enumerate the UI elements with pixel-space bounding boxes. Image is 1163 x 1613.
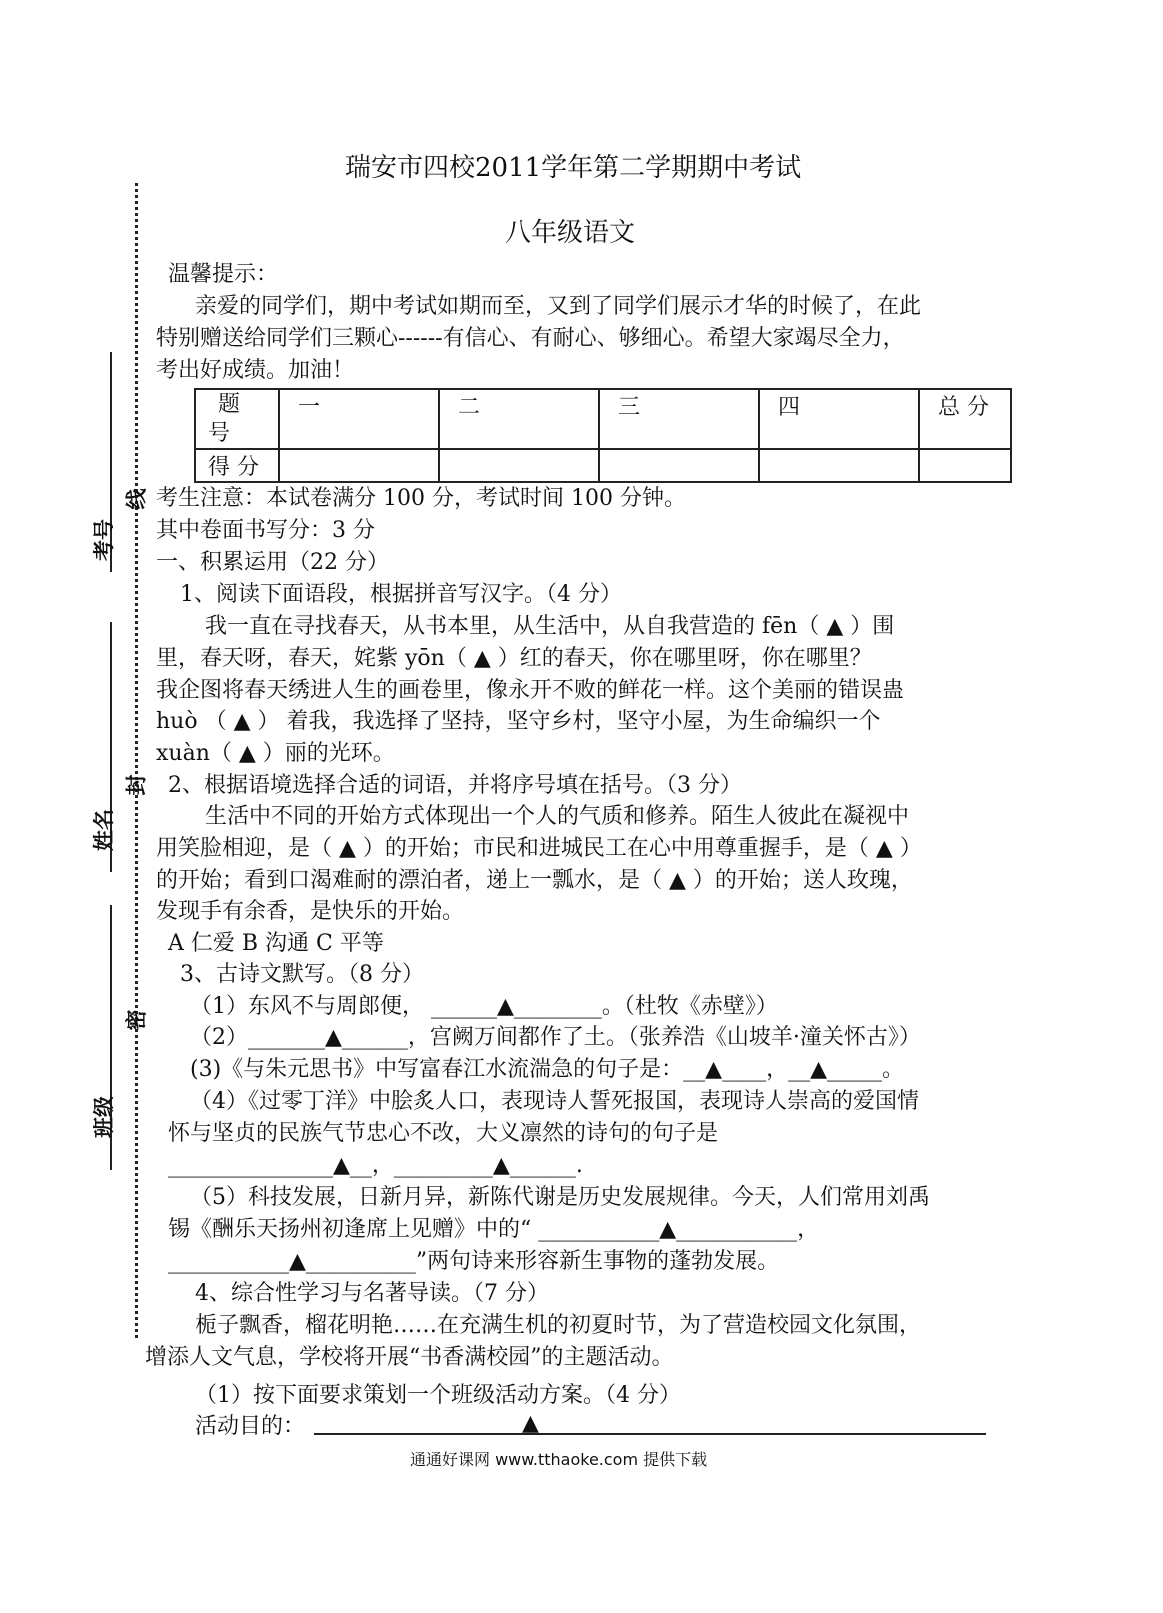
q1-line-5: xuàn（ ▲ ）丽的光环。 xyxy=(156,741,395,766)
label-mi: 密 xyxy=(123,1009,149,1031)
q3-item-5b: 锡《酬乐天扬州初逢席上见赠》中的“ ___________▲___________， xyxy=(168,1217,820,1242)
q4-title: 4、综合性学习与名著导读。（7 分） xyxy=(195,1281,549,1306)
label-xian: 线 xyxy=(123,488,149,510)
score-head-cell xyxy=(195,389,279,449)
answer-marker: ▲ xyxy=(522,1411,539,1436)
q3-item-4b: 怀与坚贞的民族气节忠心不改，大义凛然的诗句的句子是 xyxy=(168,1121,719,1146)
q3-item-2: （2）_______▲______，宫阙万间都作了土。（张养浩《山坡羊·潼关怀古》） xyxy=(190,1025,921,1050)
q3-item-5a: （5）科技发展，日新月异，新陈代谢是历史发展规律。今天，人们常用刘禹 xyxy=(190,1185,930,1210)
q3-item-5c: ___________▲__________”两句诗来形容新生事物的蓬勃发展。 xyxy=(168,1249,780,1274)
label-xingming: 姓名 xyxy=(91,809,116,851)
binding-dotted-line xyxy=(135,183,138,1338)
col-2: 二 xyxy=(439,389,599,449)
q4-line-1: 栀子飘香，榴花明艳……在充满生机的初夏时节，为了营造校园文化氛围， xyxy=(195,1313,922,1338)
col-1: 一 xyxy=(279,389,439,449)
note-1: 考生注意：本试卷满分 100 分，考试时间 100 分钟。 xyxy=(156,486,686,511)
q2-line-3: 的开始；看到口渴难耐的漂泊者，递上一瓢水，是（ ▲ ）的开始；送人玫瑰， xyxy=(156,868,913,893)
q2-title: 2、根据语境选择合适的词语，并将序号填在括号。（3 分） xyxy=(168,773,742,798)
q3-item-3: (3)《与朱元思书》中写富春江水流湍急的句子是：__▲____，__▲_____。 xyxy=(190,1057,905,1082)
intro-heading: 温馨提示： xyxy=(168,262,279,287)
score-cell-1 xyxy=(279,449,439,482)
q1-line-3: 我企图将春天绣进人生的画卷里，像永开不败的鲜花一样。这个美丽的错误蛊 xyxy=(156,678,905,703)
row-score-head: 得 分 xyxy=(195,449,279,482)
score-cell-4 xyxy=(759,449,919,482)
score-cell-2 xyxy=(439,449,599,482)
q2-line-4: 发现手有余香，是快乐的开始。 xyxy=(156,899,465,924)
activity-purpose-label: 活动目的： xyxy=(195,1414,306,1439)
q3-title: 3、古诗文默写。（8 分） xyxy=(180,962,424,987)
q1-line-2: 里，春天呀，春天，姹紫 yōn（ ▲ ）红的春天，你在哪里呀，你在哪里？ xyxy=(156,646,872,671)
q2-line-2: 用笑脸相迎，是（ ▲ ）的开始；市民和进城民工在心中用尊重握手，是（ ▲ ） xyxy=(156,836,922,861)
q1-title: 1、阅读下面语段，根据拼音写汉字。（4 分） xyxy=(180,582,622,607)
section-1-heading: 一、积累运用（22 分） xyxy=(156,550,389,575)
label-kaohao: 考号 xyxy=(91,519,116,561)
q2-options: A 仁爱 B 沟通 C 平等 xyxy=(168,931,384,956)
intro-line-2: 特别赠送给同学们三颗心------有信心、有耐心、够细心。希望大家竭尽全力， xyxy=(156,326,905,351)
q4-line-2: 增添人文气息，学校将开展“书香满校园”的主题活动。 xyxy=(145,1345,674,1370)
score-cell-total xyxy=(919,449,1011,482)
col-3: 三 xyxy=(599,389,759,449)
label-feng: 封 xyxy=(123,774,149,796)
q2-line-1: 生活中不同的开始方式体现出一个人的气质和修养。陌生人彼此在凝视中 xyxy=(205,804,910,829)
score-table xyxy=(194,388,1012,483)
q4-sub-1: （1）按下面要求策划一个班级活动方案。（4 分） xyxy=(195,1383,681,1408)
col-total: 总 分 xyxy=(919,389,1011,449)
head-ti: 题 xyxy=(218,392,241,417)
activity-purpose-answer-line xyxy=(314,1433,986,1435)
footer-credit: 通通好课网 www.tthaoke.com 提供下载 xyxy=(410,1450,708,1469)
page-subtitle: 八年级语文 xyxy=(505,218,636,248)
q3-item-4c: _______________▲__，_________▲______. xyxy=(168,1153,583,1178)
intro-line-3: 考出好成绩。加油！ xyxy=(156,358,355,383)
q3-item-1: （1）东风不与周郎便， ______▲________。（杜牧《赤壁》） xyxy=(190,994,778,1019)
q1-line-1: 我一直在寻找春天，从书本里，从生活中，从自我营造的 fēn（ ▲ ）围 xyxy=(205,614,895,639)
col-4: 四 xyxy=(759,389,919,449)
label-banji: 班级 xyxy=(91,1096,116,1138)
page-title: 瑞安市四校2011学年第二学期期中考试 xyxy=(345,153,802,183)
head-hao: 号 xyxy=(208,421,231,446)
q1-line-4: huò （ ▲ ） 着我，我选择了坚持，坚守乡村，坚守小屋，为生命编织一个 xyxy=(156,709,881,734)
note-2: 其中卷面书写分：3 分 xyxy=(156,518,375,543)
score-cell-3 xyxy=(599,449,759,482)
intro-line-1: 亲爱的同学们，期中考试如期而至，又到了同学们展示才华的时候了，在此 xyxy=(195,294,922,319)
q3-item-4a: （4）《过零丁洋》中脍炙人口，表现诗人誓死报国，表现诗人崇高的爱国情 xyxy=(190,1089,919,1114)
